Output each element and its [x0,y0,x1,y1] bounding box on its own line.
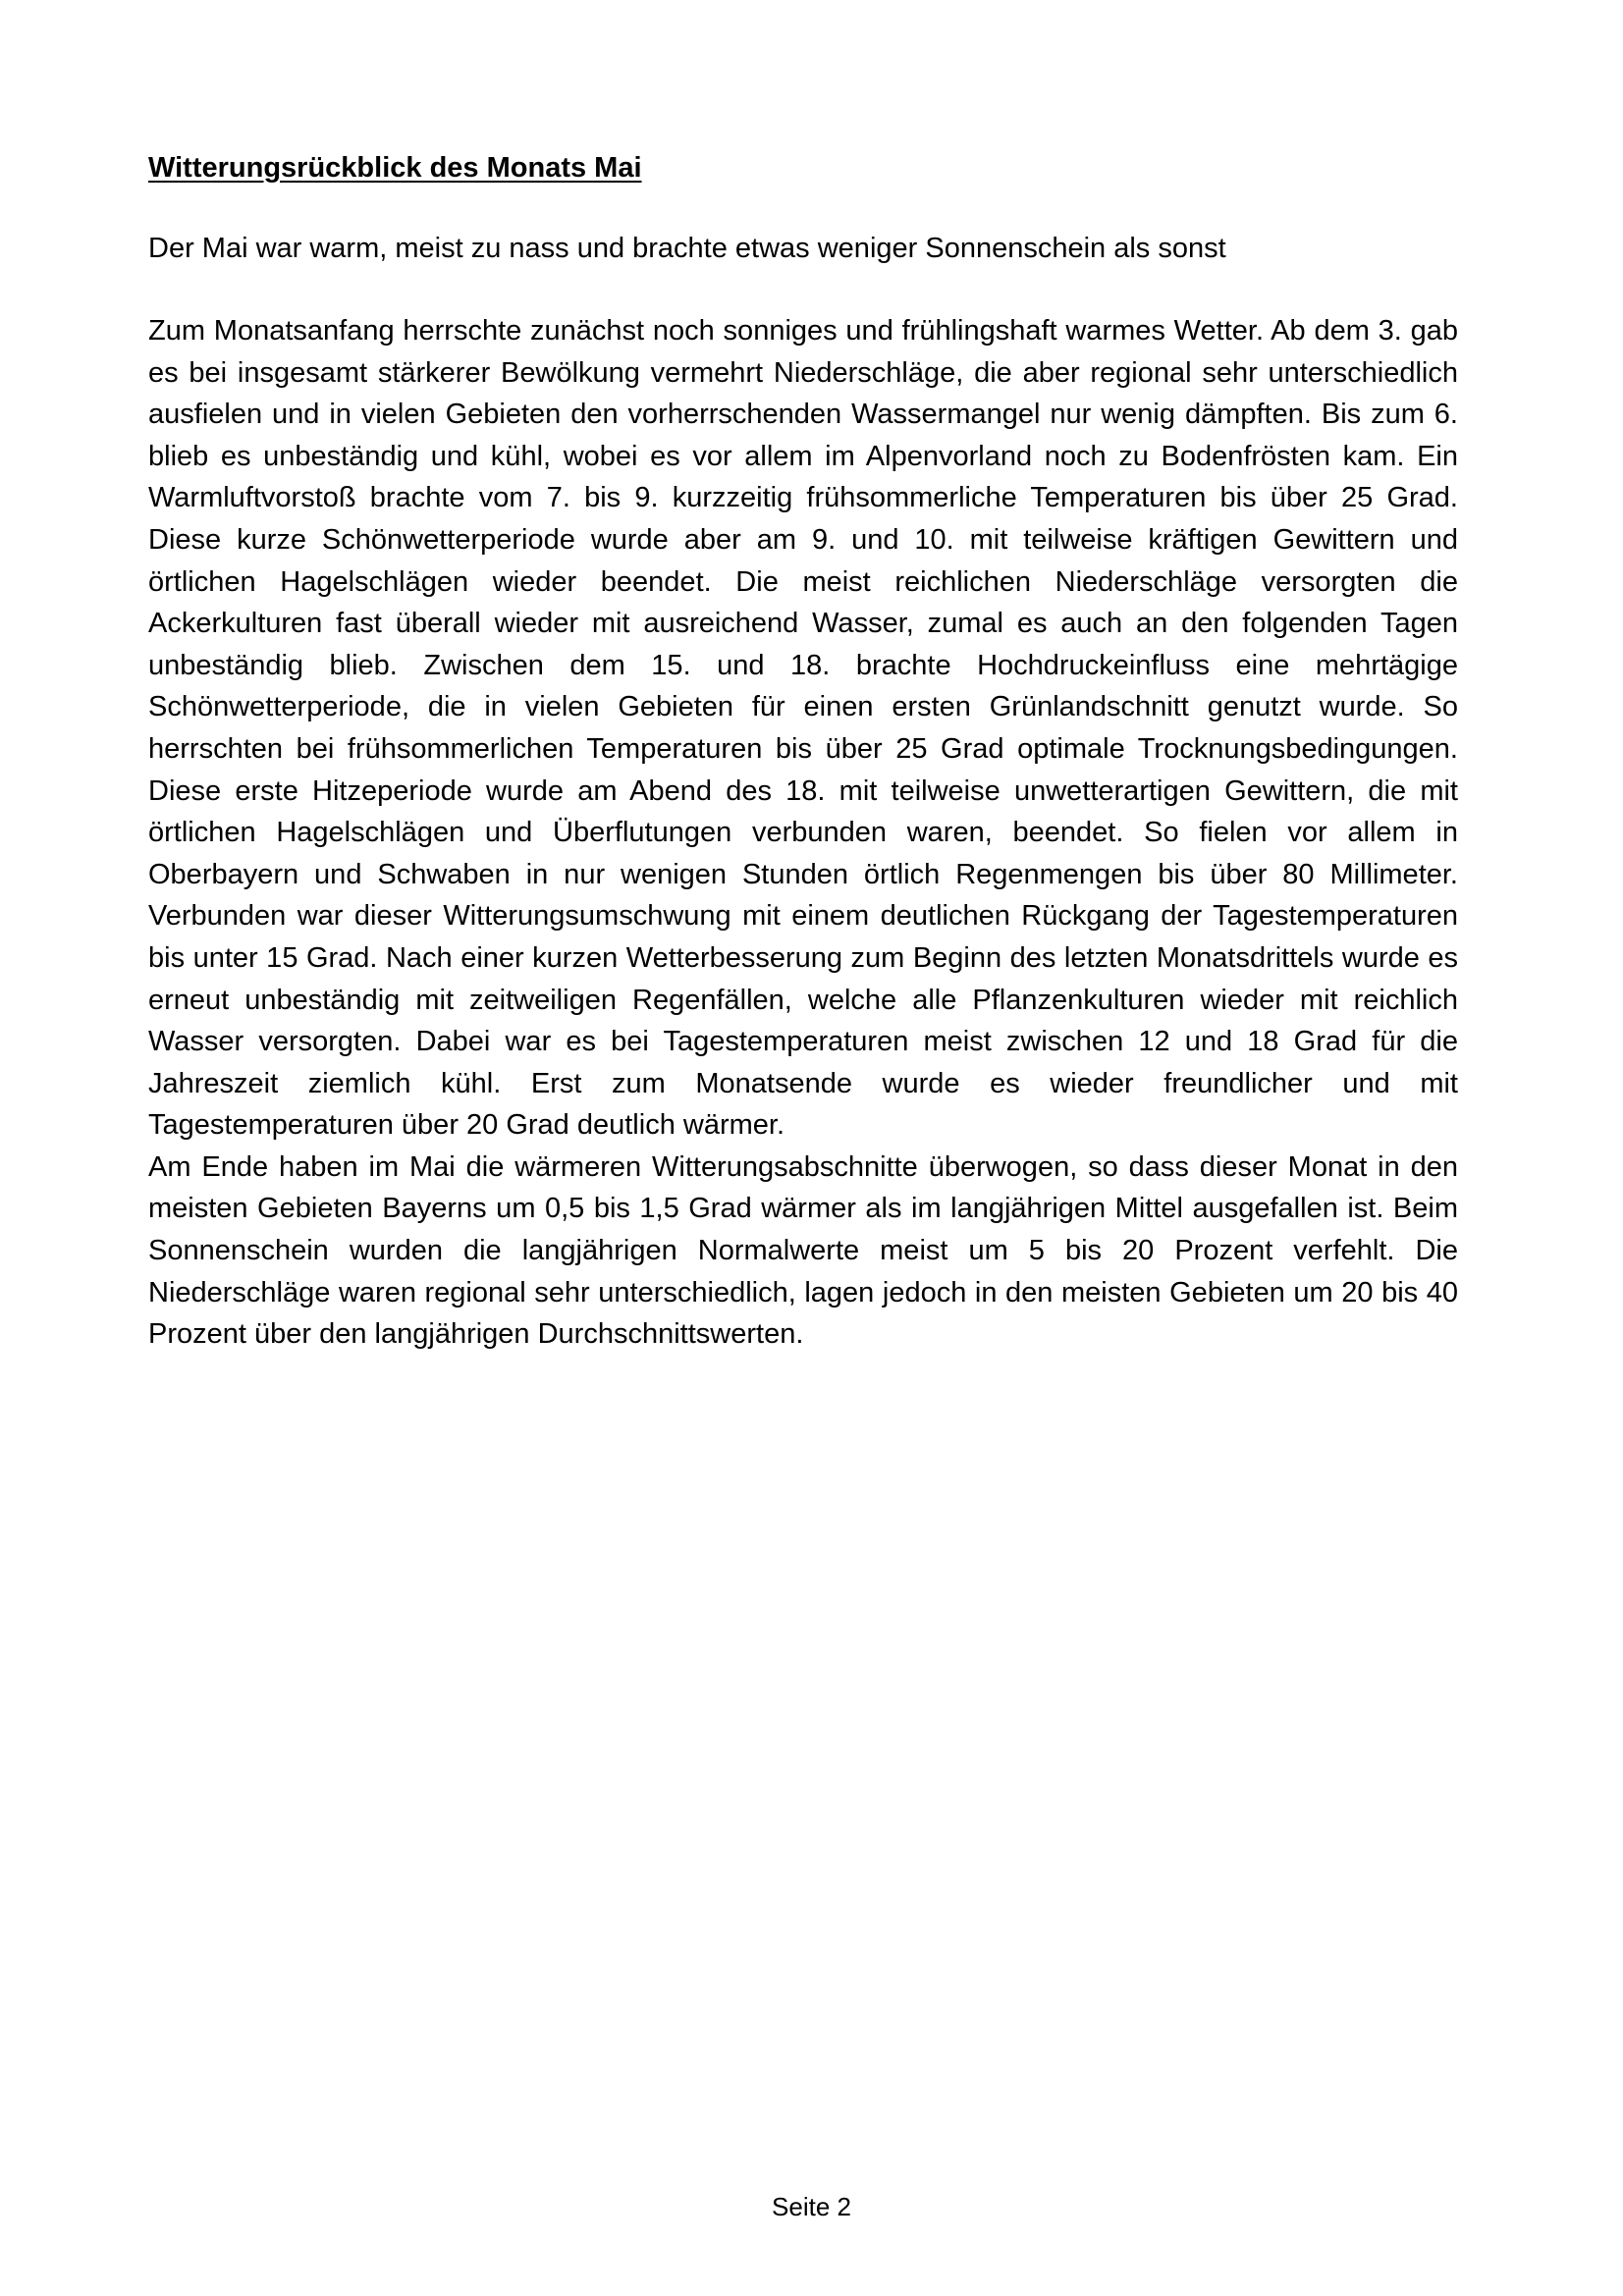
document-content [148,147,1458,1356]
document-summary: Der Mai war warm, meist zu nass und brachte etwas weniger Sonnenschein als sonst [148,233,1226,264]
page-number: Seite 2 [772,2192,851,2221]
body-paragraph-1: Zum Monatsanfang herrschte zunächst noch sonniges und frühlingshaft warmes Wetter. Ab dem 3. gab es bei insgesamt stärkerer Bewölkung vermehrt Niederschläge, die aber regional sehr unterschiedlich ausfielen und in vielen Gebieten den vorherrschenden Wassermangel nur wenig dämpften. Bis zum 6. blieb es unbeständig und kühl, wobei es vor allem im Alpenvorland noch zu Bodenfrösten kam. Ein Warmluftvorstoß brachte vom 7. bis 9. kurzzeitig frühsommerliche Temperaturen bis über 25 Grad. Diese kurze Schönwetterperiode wurde aber am 9. und 10. mit teilweise kräftigen Gewittern und örtlichen Hagelschlägen wieder beendet. Die meist reichlichen Niederschläge versorgten die Ackerkulturen fast überall wieder mit ausreichend Wasser, zumal es auch an den folgenden Tagen unbeständig blieb. Zwischen dem 15. und 18. brachte Hochdruckeinfluss eine mehrtägige Schönwetterperiode, die in vielen Gebieten für einen ersten Grünlandschnitt genutzt wurde. So herrschten bei frühsommerlichen Temperaturen bis über 25 Grad optimale Trocknungsbedingungen. Diese erste Hitzeperiode wurde am Abend des 18. mit teilweise unwetterartigen Gewittern, die mit örtlichen Hagelschlägen und Überflutungen verbunden waren, beendet. So fielen vor allem in Oberbayern und Schwaben in nur wenigen Stunden örtlich Regenmengen bis über 80 Millimeter. Verbunden war dieser Witterungsumschwung mit einem deutlichen Rückgang der Tagestemperaturen bis unter 15 Grad. Nach einer kurzen Wetterbesserung zum Beginn des letzten Monatsdrittels wurde es erneut unbeständig mit zeitweiligen Regenfällen, welche alle Pflanzenkulturen wieder mit reichlich Wasser versorgten. Dabei war es bei Tagestemperaturen meist zwischen 12 und 18 Grad für die Jahreszeit ziemlich kühl. Erst zum Monatsende wurde es wieder freundlicher und mit Tagestemperaturen über 20 Grad deutlich wärmer. [148,315,1458,1142]
body-paragraph-2: Am Ende haben im Mai die wärmeren Witterungsabschnitte überwogen, so dass dieser Monat in den meisten Gebieten Bayerns um 0,5 bis 1,5 Grad wärmer als im langjährigen Mittel ausgefallen ist. Beim Sonnenschein wurden die langjährigen Normalwerte meist um 5 bis 20 Prozent verfehlt. Die Niederschläge waren regional sehr unterschiedlich, lagen jedoch in den meisten Gebieten um 20 bis 40 Prozent über den langjährigen Durchschnittswerten. [148,1150,1458,1351]
document-title: Witterungsrückblick des Monats Mai [148,152,642,184]
